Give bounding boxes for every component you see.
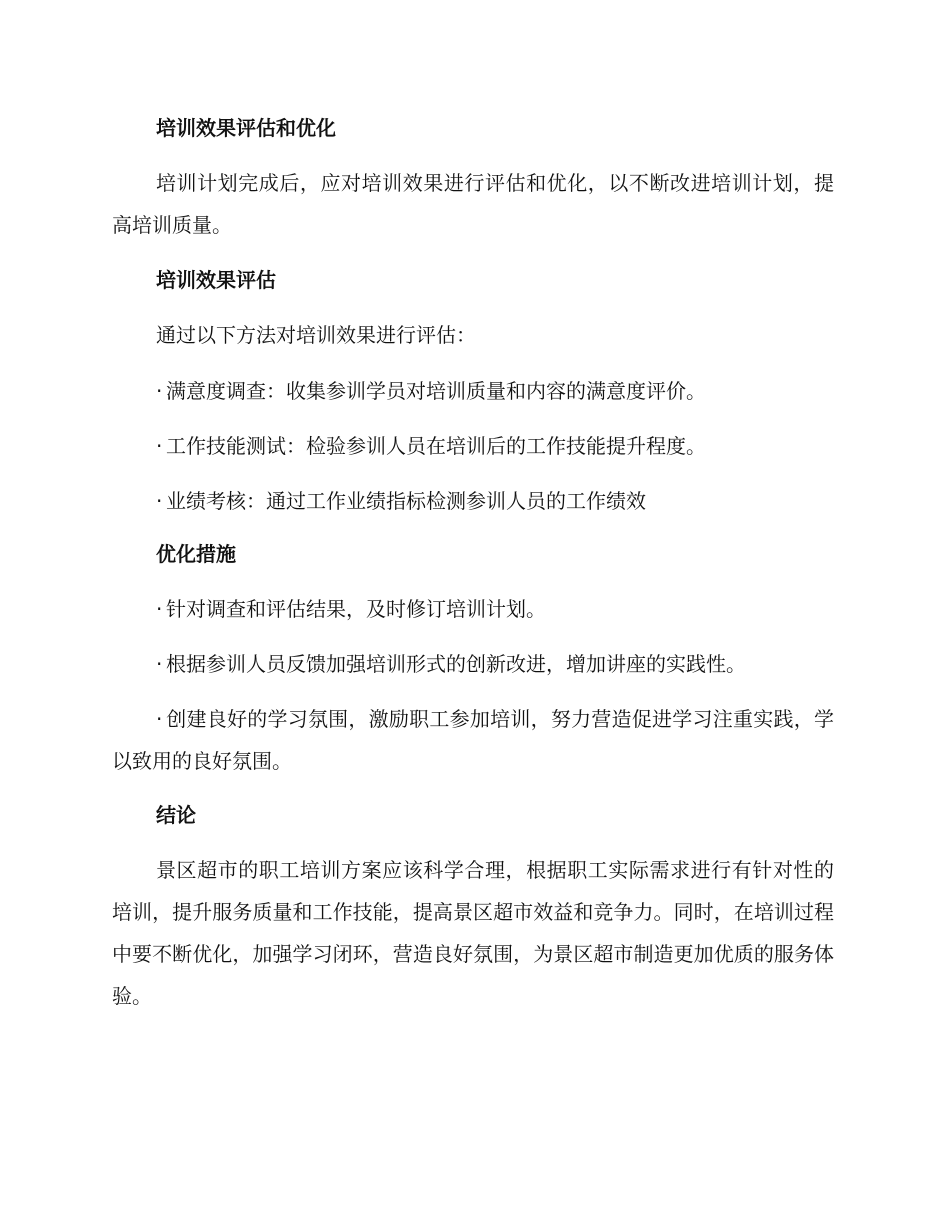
list-item-text: 业绩考核：通过工作业绩指标检测参训人员的工作绩效: [166, 489, 646, 513]
list-item-revise-plan: [112, 588, 834, 630]
bullet-dot: ·: [156, 434, 163, 458]
list-item-satisfaction-survey: [112, 370, 834, 412]
list-item-text: 工作技能测试：检验参训人员在培训后的工作技能提升程度。: [166, 434, 706, 458]
list-item-text: 针对调查和评估结果，及时修订培训计划。: [166, 597, 546, 621]
paragraph-eval-and-optimization-intro: 培训计划完成后，应对培训效果进行评估和优化，以不断改进培训计划，提高培训质量。: [112, 171, 834, 237]
list-item-performance-review: [112, 480, 834, 522]
list-item-learning-atmosphere: [112, 698, 834, 782]
bullet-dot: ·: [156, 652, 163, 676]
heading-eval-and-optimization: 培训效果评估和优化: [156, 116, 336, 140]
heading-conclusion: 结论: [156, 803, 196, 827]
document-page: [112, 108, 834, 1031]
list-item-text: 根据参训人员反馈加强培训形式的创新改进，增加讲座的实践性。: [166, 652, 746, 676]
heading-training-evaluation: 培训效果评估: [156, 268, 276, 292]
list-item-text: 创建良好的学习氛围，激励职工参加培训，努力营造促进学习注重实践，学以致用的良好氛围。: [112, 707, 834, 773]
paragraph-conclusion: 景区超市的职工培训方案应该科学合理，根据职工实际需求进行有针对性的培训，提升服务质量和工作技能，提高景区超市效益和竞争力。同时，在培训过程中要不断优化，加强学习闭环，营造良好氛围，为景区超市制造更加优质的服务体验。: [112, 858, 834, 1008]
bullet-dot: ·: [156, 597, 163, 621]
list-item-text: 满意度调查：收集参训学员对培训质量和内容的满意度评价。: [166, 379, 706, 403]
paragraph-evaluation-intro: 通过以下方法对培训效果进行评估：: [156, 323, 476, 347]
heading-optimization-measures: 优化措施: [156, 542, 236, 566]
bullet-dot: ·: [156, 707, 163, 731]
bullet-dot: ·: [156, 489, 163, 513]
list-item-skill-test: [112, 425, 834, 467]
bullet-dot: ·: [156, 379, 163, 403]
list-item-innovate-format: [112, 643, 834, 685]
